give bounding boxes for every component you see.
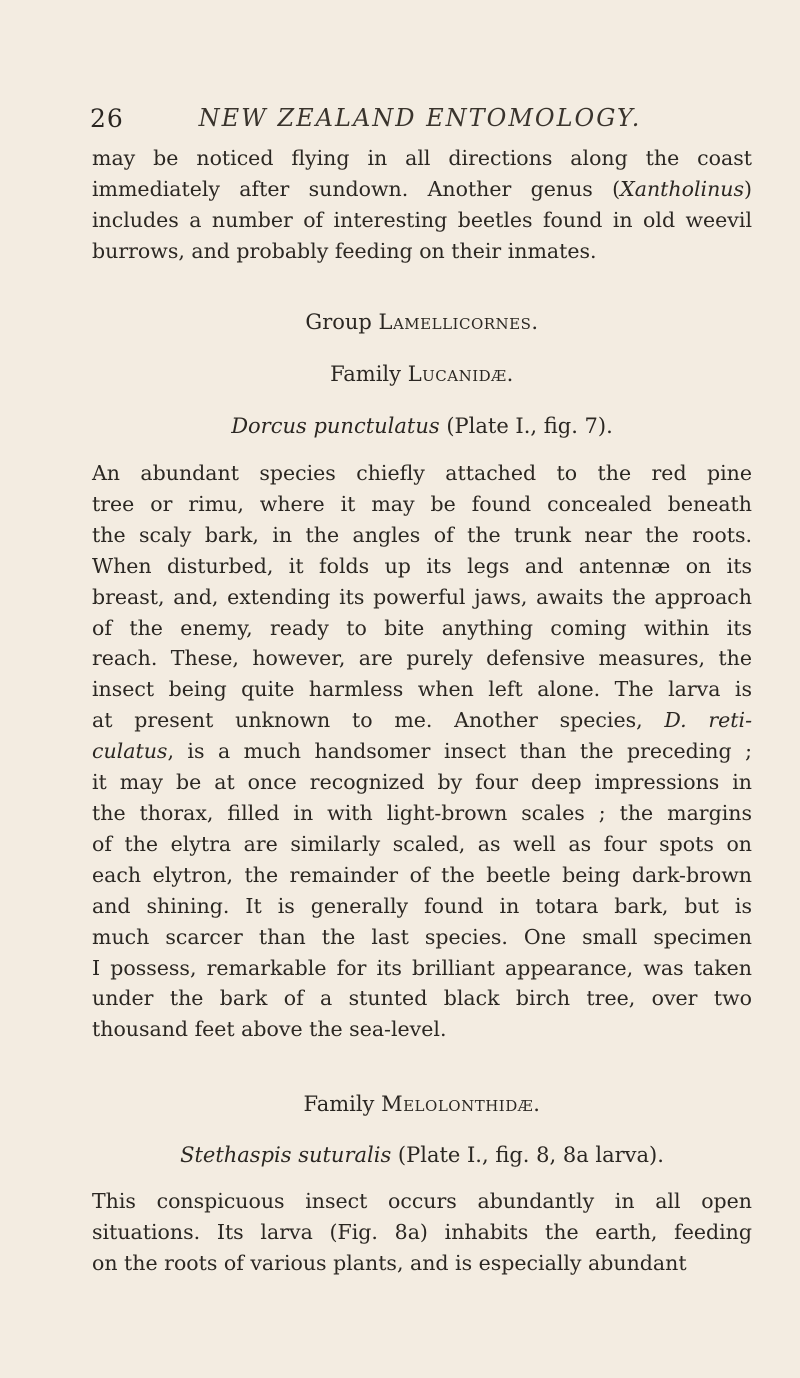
page-number: 26 xyxy=(90,104,124,133)
family-heading-melolonthidae: Family Melolonthidæ. xyxy=(303,1092,541,1116)
text-line: immediately after sundown. Another genus (Xantholinus) xyxy=(92,176,752,201)
text-line: under the bark of a stunted black birch tree, over two xyxy=(92,986,752,1011)
text-line: the thorax, filled in with light-brown scales ; the margins xyxy=(92,800,752,825)
text-line: much scarcer than the last species. One small specimen xyxy=(92,924,752,949)
text-line: An abundant species chiefly attached to the red pine xyxy=(92,461,752,485)
text-line: insect being quite harmless when left alone. The larva is xyxy=(92,677,752,702)
text-line: I possess, remarkable for its brilliant appearance, was taken xyxy=(92,955,752,980)
text-line: This conspicuous insect occurs abundantly in all open xyxy=(92,1189,752,1213)
text-line: at present unknown to me. Another species, D. reti- xyxy=(92,708,753,733)
running-title: NEW ZEALAND ENTOMOLOGY. xyxy=(198,104,642,132)
text-line: breast, and, extending its powerful jaws, awaits the approach xyxy=(92,584,752,609)
text-line: thousand feet above the sea-level. xyxy=(92,1017,447,1042)
text-line: the scaly bark, in the angles of the trunk near the roots. xyxy=(92,522,752,547)
text-line: of the enemy, ready to bite anything coming within its xyxy=(92,615,752,640)
text-line: each elytron, the remainder of the beetle being dark-brown xyxy=(92,862,752,887)
species-heading-stethaspis: Stethaspis suturalis (Plate I., fig. 8, 8a larva). xyxy=(180,1143,664,1167)
running-head xyxy=(90,104,750,134)
text-line: may be noticed flying in all directions along the coast xyxy=(92,146,752,170)
paragraph-3 xyxy=(92,1186,752,1279)
text-line: When disturbed, it folds up its legs and antennæ on its xyxy=(92,553,752,578)
text-line: reach. These, however, are purely defensive measures, the xyxy=(92,646,752,671)
text-line: of the elytra are similarly scaled, as well as four spots on xyxy=(92,831,752,856)
paragraph-2 xyxy=(92,458,752,1045)
paragraph-1 xyxy=(92,143,752,267)
family-heading-lucanidae: Family Lucanidæ. xyxy=(330,362,514,386)
text-line: on the roots of various plants, and is especially abundant xyxy=(92,1250,687,1275)
text-line: culatus, is a much handsomer insect than the preceding ; xyxy=(92,739,752,764)
text-line: it may be at once recognized by four deep impressions in xyxy=(92,770,752,795)
genus-name: Xantholinus xyxy=(620,176,744,201)
group-heading: Group Lamellicornes. xyxy=(305,310,539,334)
text-line: situations. Its larva (Fig. 8a) inhabits the earth, feeding xyxy=(92,1219,752,1244)
text-line: includes a number of interesting beetles found in old weevil xyxy=(92,207,752,232)
text-line: tree or rimu, where it may be found concealed beneath xyxy=(92,491,752,516)
text-line: burrows, and probably feeding on their inmates. xyxy=(92,238,597,263)
text-line: and shining. It is generally found in totara bark, but is xyxy=(92,893,752,918)
species-heading-dorcus: Dorcus punctulatus (Plate I., fig. 7). xyxy=(231,414,613,438)
